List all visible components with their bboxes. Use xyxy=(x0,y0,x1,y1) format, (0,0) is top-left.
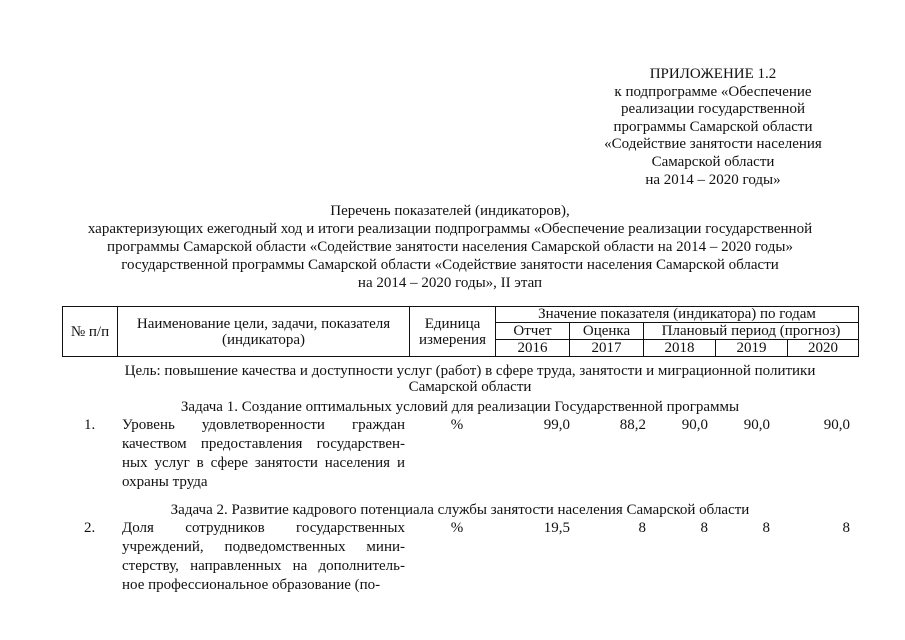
value-2018: 90,0 xyxy=(681,417,708,433)
indicator-name: Уровень удовлетворенности граждан качеством предоставления государствен-ных услуг в сфере занятости населения и охраны труда xyxy=(122,417,405,490)
value-2019: 8 xyxy=(762,520,770,536)
value-2016: 99,0 xyxy=(543,417,570,433)
header-year: 2019 xyxy=(716,340,788,357)
title-line: на 2014 – 2020 годы», II этап xyxy=(357,275,543,291)
header-plan: Плановый период (прогноз) xyxy=(644,323,859,340)
indicator-name: Доля сотрудников государственных учреждений, подведомственных мини-стерству, направленных на дополнитель-ное профессиональное образование (по- xyxy=(122,520,405,593)
indicator-unit: % xyxy=(450,520,464,536)
task-heading: Задача 2. Развитие кадрового потенциала службы занятости населения Самарской области xyxy=(170,502,750,518)
value-2016: 19,5 xyxy=(543,520,570,536)
title-line: государственной программы Самарской области «Содействие занятости населения Самарской области xyxy=(121,257,779,273)
appendix-line: «Содействие занятости населения xyxy=(604,136,822,153)
value-2020: 8 xyxy=(842,520,850,536)
task-heading: Задача 1. Создание оптимальных условий для реализации Государственной программы xyxy=(180,399,740,415)
header-num: № п/п xyxy=(63,307,118,357)
title-line: программы Самарской области «Содействие занятости населения Самарской области на 2014 – 2020 годы» xyxy=(107,239,793,255)
header-year: 2020 xyxy=(788,340,859,357)
header-estimate: Оценка xyxy=(570,323,644,340)
appendix-line: программы Самарской области xyxy=(613,118,813,135)
header-year: 2018 xyxy=(644,340,716,357)
appendix-line: на 2014 – 2020 годы» xyxy=(645,171,781,188)
value-2020: 90,0 xyxy=(823,417,850,433)
title-line: характеризующих ежегодный ход и итоги реализации подпрограммы «Обеспечение реализации государственной xyxy=(87,221,813,237)
row-number: 2. xyxy=(84,520,96,536)
header-unit: Единица измерения xyxy=(410,307,496,357)
document-title xyxy=(50,202,850,292)
goal-line: Самарской области xyxy=(408,378,532,395)
title-line: Перечень показателей (индикаторов), xyxy=(330,203,570,219)
header-year: 2016 xyxy=(496,340,570,357)
appendix-title: ПРИЛОЖЕНИЕ 1.2 xyxy=(649,66,777,82)
goal-line: Цель: повышение качества и доступности услуг (работ) в сфере труда, занятости и миграционной политики xyxy=(124,363,816,379)
indicator-unit: % xyxy=(450,417,464,433)
row-number: 1. xyxy=(84,417,96,433)
value-2017: 88,2 xyxy=(619,417,646,433)
value-2019: 90,0 xyxy=(743,417,770,433)
appendix-line: реализации государственной xyxy=(621,101,805,118)
header-name: Наименование цели, задачи, показателя (индикатора) xyxy=(118,307,410,357)
appendix-block xyxy=(578,66,848,189)
header-report: Отчет xyxy=(496,323,570,340)
value-2017: 8 xyxy=(638,520,646,536)
header-year: 2017 xyxy=(570,340,644,357)
appendix-line: Самарской области xyxy=(651,153,775,170)
value-2018: 8 xyxy=(700,520,708,536)
header-values-group: Значение показателя (индикатора) по годам xyxy=(496,307,859,323)
indicator-table-header xyxy=(62,306,859,357)
goal-text xyxy=(90,364,850,395)
appendix-line: к подпрограмме «Обеспечение xyxy=(614,83,812,100)
